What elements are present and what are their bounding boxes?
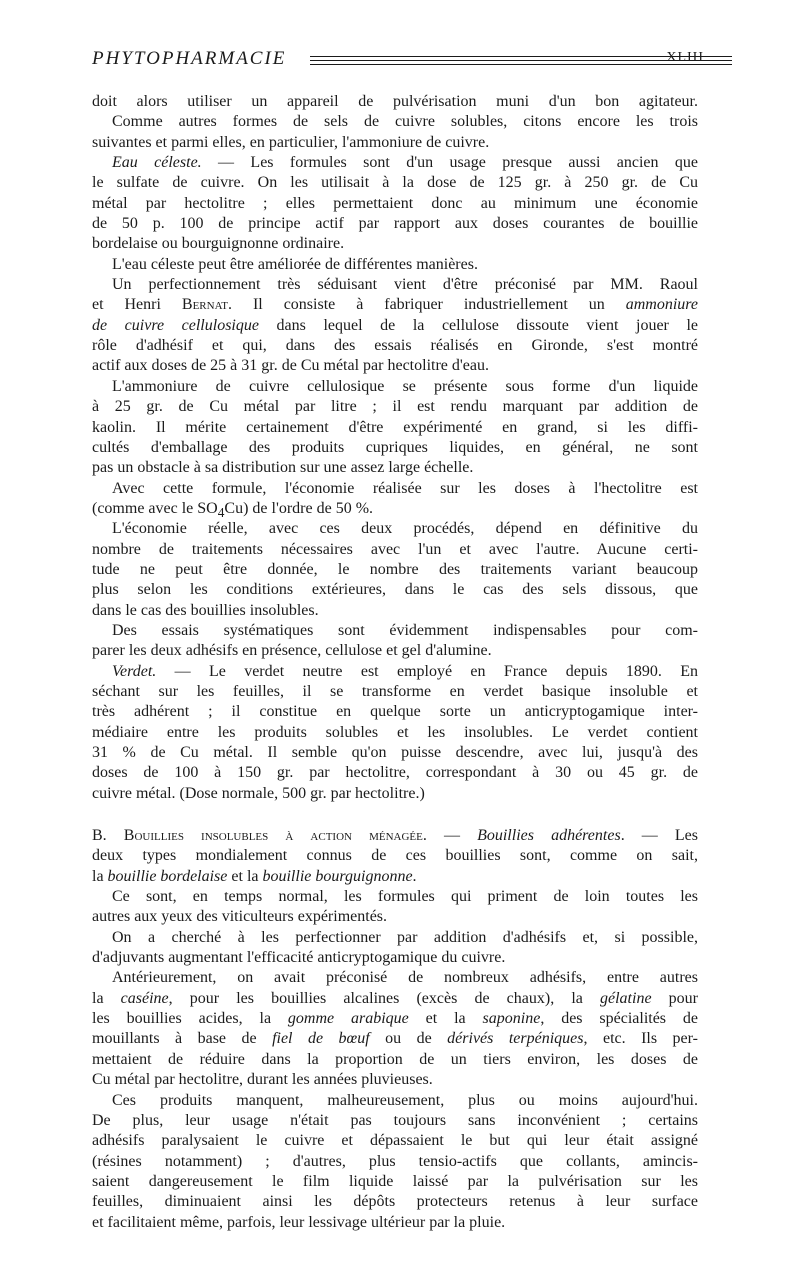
- page-header: [92, 48, 704, 72]
- text-line: doses de 100 à 150 gr. par hectolitre, correspondant à 30 ou 45 gr. de: [92, 764, 698, 782]
- running-title: PHYTOPHARMACIE: [92, 48, 287, 69]
- text-line: kaolin. Il mérite certainement d'être expérimenté en grand, si les diffi-: [92, 418, 698, 436]
- term-caseine: caséine: [120, 989, 169, 1007]
- text-line: Un perfectionnement très séduisant vient d'être préconisé par MM. Raoul: [112, 276, 698, 294]
- text-line: métal par hectolitre ; elles permettaient donc au minimum une économie: [92, 194, 698, 212]
- term-eau-celeste: Eau céleste.: [112, 154, 202, 172]
- text-line: rôle d'adhésif et qui, dans des essais réalisés en Gironde, s'est montré: [92, 337, 698, 355]
- section-heading-line: B. Bouillies insolubles à action ménagée. — Bouillies adhérentes. — Les: [92, 827, 699, 845]
- text-line: actif aux doses de 25 à 31 gr. de Cu métal par hectolitre d'eau.: [92, 357, 489, 375]
- term-fiel-de-boeuf: fiel de bœuf: [272, 1030, 370, 1048]
- text-line: autres aux yeux des viticulteurs expérimentés.: [92, 908, 388, 926]
- text-line: médiaire entre les produits solubles et les insolubles. Le verdet contient: [92, 723, 698, 741]
- text-line: Avec cette formule, l'économie réalisée sur les doses à l'hectolitre est: [112, 479, 698, 497]
- text-line: bordelaise ou bourguignonne ordinaire.: [92, 235, 345, 253]
- text-line: L'économie réelle, avec ces deux procédés, dépend en définitive du: [112, 520, 698, 538]
- text-line: mettaient de réduire dans la proportion de un tiers environ, les doses de: [92, 1050, 698, 1068]
- text-line: 31 % de Cu métal. Il semble qu'on puisse descendre, avec lui, jusqu'à des: [92, 744, 698, 761]
- term-ammoniure: ammoniure: [625, 296, 699, 314]
- text-line: Eau céleste. — Les formules sont d'un usage presque aussi ancien que: [112, 154, 698, 172]
- text-line: et Henri Bernat. Il consiste à fabriquer industriellement un ammoniure: [92, 296, 699, 314]
- text-line: Des essais systématiques sont évidemment indispensables pour com-: [112, 621, 698, 639]
- text-line: de cuivre cellulosique dans lequel de la cellulose dissoute vient jouer le: [92, 316, 699, 334]
- section-title: Bouillies insolubles à action ménagée.: [123, 827, 427, 845]
- text-line: Cu métal par hectolitre, durant les années pluvieuses.: [92, 1071, 433, 1089]
- text-line: Comme autres formes de sels de cuivre solubles, citons encore les trois: [112, 113, 698, 131]
- text-line: dans le cas des bouillies insolubles.: [92, 601, 319, 619]
- text-line: mouillants à base de fiel de bœuf ou de dérivés terpéniques, etc. Ils per-: [92, 1030, 698, 1048]
- text-line: saient dangereusement le film liquide laissé par la pulvérisation sur les: [92, 1172, 698, 1190]
- text-line: pas un obstacle à sa distribution sur une assez large échelle.: [92, 459, 474, 477]
- text-line: adhésifs paralysaient le cuivre et dépassaient le but qui leur était assigné: [92, 1132, 698, 1150]
- term-gomme-arabique: gomme arabique: [287, 1010, 409, 1028]
- text-line: On a cherché à les perfectionner par addition d'adhésifs et, si possible,: [112, 928, 698, 946]
- text-line: les bouillies acides, la gomme arabique et la saponine, des spécialités de: [92, 1010, 699, 1028]
- text-line: Antérieurement, on avait préconisé de nombreux adhésifs, entre autres: [112, 969, 698, 987]
- text-line: Verdet. — Le verdet neutre est employé en France depuis 1890. En: [112, 662, 698, 680]
- term-derives-terpeniques: dérivés terpéniques: [447, 1030, 584, 1048]
- term-verdet: Verdet.: [112, 662, 157, 680]
- text-line: suivantes et parmi elles, en particulier, l'ammoniure de cuivre.: [92, 133, 490, 151]
- text-line: la caséine, pour les bouillies alcalines (excès de chaux), la gélatine pour: [92, 989, 698, 1007]
- term-saponine: saponine: [482, 1010, 541, 1028]
- text-line: séchant sur les feuilles, il se transforme en verdet basique insoluble et: [92, 682, 698, 700]
- term-cuivre-cellulosique: de cuivre cellulosique: [92, 316, 259, 334]
- text-line: feuilles, diminuaient ainsi les dépôts protecteurs retenus à leur surface: [92, 1193, 698, 1211]
- text-line: nombre de traitements nécessaires avec l'un et avec l'autre. Aucune certi-: [92, 540, 698, 558]
- subsection-title: Bouillies adhérentes: [477, 827, 621, 845]
- text-line: (résines notamment) ; d'autres, plus tensio-actifs que collants, amincis-: [92, 1152, 698, 1170]
- term-bouillie-bordelaise: bouillie bordelaise: [107, 867, 228, 885]
- term-gelatine: gélatine: [600, 989, 652, 1007]
- page-number: XLIII: [666, 50, 704, 65]
- section-gap: [92, 804, 698, 826]
- body-text: [92, 92, 698, 1233]
- text-line: cultés d'emballage des produits cupriques liquides, en général, ne sont: [92, 438, 698, 456]
- text-line: tude ne peut être donnée, le nombre des traitements variant beaucoup: [92, 560, 698, 578]
- text-line: plus selon les conditions extérieures, dans le cas des sels dissous, que: [92, 581, 698, 599]
- text-line: (comme avec le $SO_4Cu$) de l'ordre de 50 %.: [92, 499, 374, 521]
- text-line: Ces produits manquent, malheureusement, plus ou moins aujourd'hui.: [112, 1091, 698, 1109]
- text-line: le sulfate de cuivre. On les utilisait à la dose de 125 gr. à 250 gr. de Cu: [92, 174, 698, 192]
- text-line: doit alors utiliser un appareil de pulvérisation muni d'un bon agitateur.: [92, 93, 698, 110]
- text-line: la bouillie bordelaise et la bouillie bourguignonne.: [92, 867, 417, 885]
- term-bouillie-bourguignonne: bouillie bourguignonne: [262, 867, 413, 885]
- text-line: parer les deux adhésifs en présence, cellulose et gel d'alumine.: [92, 642, 492, 660]
- text-line: de 50 p. 100 de principe actif par rapport aux doses courantes de bouillie: [92, 215, 698, 233]
- text-line: deux types mondialement connus de ces bouillies sont, comme on sait,: [92, 847, 698, 865]
- text-line: à 25 gr. de Cu métal par litre ; il est rendu marquant par addition de: [92, 398, 698, 416]
- text-line: De plus, leur usage n'était pas toujours sans inconvénient ; certains: [92, 1111, 698, 1129]
- text-line: et facilitaient même, parfois, leur lessivage ultérieur par la pluie.: [92, 1213, 506, 1231]
- text-line: d'adjuvants augmentant l'efficacité anticryptogamique du cuivre.: [92, 949, 506, 967]
- text-line: L'eau céleste peut être améliorée de différentes manières.: [112, 255, 478, 273]
- text-line: cuivre métal. (Dose normale, 500 gr. par hectolitre.): [92, 784, 425, 802]
- text-line: Ce sont, en temps normal, les formules qui priment de loin toutes les: [112, 888, 698, 906]
- text-line: très adhérent ; il constitue en quelque sorte un anticryptogamique inter-: [92, 703, 698, 721]
- text-line: L'ammoniure de cuivre cellulosique se présente sous forme d'un liquide: [112, 377, 698, 395]
- author-name: Bernat: [181, 296, 229, 314]
